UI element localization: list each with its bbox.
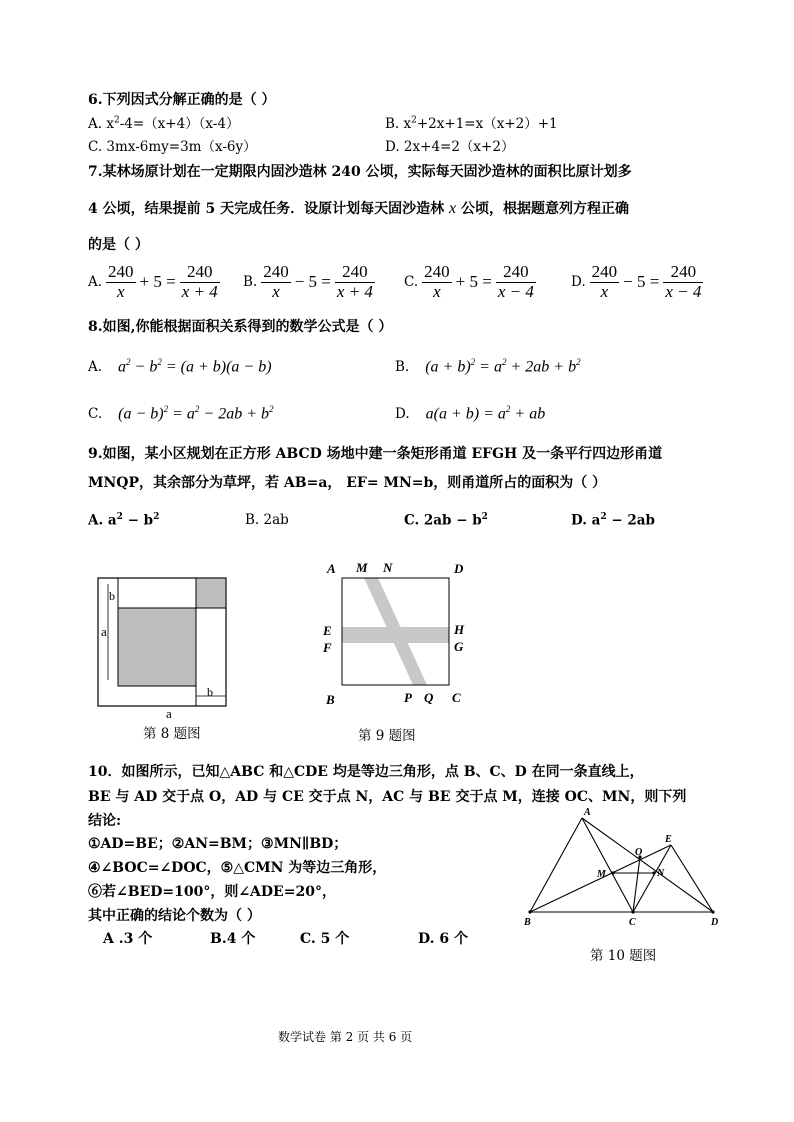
fig9-label-E: E — [323, 623, 332, 638]
q6-a-exp: 2 — [113, 115, 120, 126]
q7-b-frac2: $\frac{240}{x + 4}$ — [336, 262, 373, 301]
q9-option-b: B. 2ab — [245, 512, 289, 528]
q8-d-formula: $a(a + b) = a^2$ + ab — [425, 404, 546, 423]
fig10-label-A: A — [584, 807, 591, 818]
q6-b-label: B. — [385, 116, 400, 132]
q7-c-label: C. — [404, 274, 419, 291]
fig9-label-Q: Q — [424, 690, 434, 705]
q7-option-c — [404, 263, 536, 301]
q7-line1: 7.某林场原计划在一定期限内固沙造林 240 公顷，实际每天固沙造林的面积比原计划多 — [88, 164, 632, 180]
q8-option-c — [88, 404, 273, 423]
fig9-label-N: N — [383, 560, 393, 575]
q7-line3: 的是（ ） — [88, 237, 149, 253]
fig9-label-G: G — [454, 639, 464, 654]
fig8-shaded-small — [196, 578, 226, 608]
fig10-point-M — [611, 871, 614, 874]
q7-b-frac1: $\frac{240}{x}$ — [263, 262, 289, 301]
q9-option-c: C. $2ab - b^2$ — [404, 512, 488, 529]
fig9-label-B: B — [326, 692, 335, 707]
fig8-label-b-br: b — [207, 685, 213, 699]
q7-a-label: A. — [88, 274, 103, 291]
q7-line2-pre: 4 公顷，结果提前 5 天完成任务．设原计划每天固沙造林 — [88, 201, 445, 217]
q9-line2: MNQP，其余部分为草坪，若 AB=a， EF= MN=b，则甬道所占的面积为（ ） — [88, 475, 607, 491]
q9-option-a: A. $a^2 - b^2$ — [88, 512, 160, 529]
q6-option-c: C. 3mx-6my=3m（x-6y） — [88, 139, 257, 155]
fig10-line-AC — [582, 818, 633, 912]
fig10-point-D — [711, 910, 714, 913]
q10-line3: 结论: — [88, 813, 122, 829]
q6-a-rest: -4=（x+4）（x-4） — [119, 116, 240, 132]
fig9-label-M: M — [356, 560, 368, 575]
fig10-label-D: D — [711, 917, 719, 928]
q7-b-op: − 5 = — [294, 272, 331, 292]
q7-b-label: B. — [243, 274, 258, 291]
q7-line2-post: 公顷，根据题意列方程正确 — [460, 201, 629, 217]
fig9-rectangle — [342, 627, 449, 643]
q7-a-frac2: $\frac{240}{x + 4}$ — [181, 262, 218, 301]
q7-c-frac2: $\frac{240}{x - 4}$ — [497, 262, 534, 301]
fig10-line-AD — [582, 818, 713, 912]
q10-option-a: A .3 个 — [103, 931, 153, 947]
q8-option-a — [88, 357, 272, 376]
q7-a-frac1: $\frac{240}{x}$ — [108, 262, 134, 301]
q7-option-b — [243, 263, 375, 301]
fig8-caption: 第 8 题图 — [143, 726, 201, 742]
q7-line2 — [88, 198, 629, 218]
fig9-label-A: A — [327, 561, 336, 576]
q7-a-op: + 5 = — [139, 272, 176, 292]
q8-c-formula: $(a - b)^2 = a^2 - 2ab + b^2$ — [118, 404, 274, 423]
q6-option-b — [385, 112, 558, 132]
q7-var: x — [448, 200, 457, 217]
q10-conclusion-1: ①AD=BE；②AN=BM；③MN∥BD； — [88, 836, 348, 852]
q10-conclusion-2: ④∠BOC=∠DOC，⑤△CMN 为等边三角形， — [88, 860, 387, 876]
fig10-point-B — [528, 910, 531, 913]
q8-b-formula: $(a + b)^2 = a^2 + 2ab + b^2$ — [425, 357, 581, 376]
q7-d-label: D. — [571, 274, 586, 291]
q9-line1: 9.如图，某小区规划在正方形 ABCD 场地中建一条矩形甬道 EFGH 及一条平行四边形甬道 — [88, 446, 663, 462]
fig10-line-BA — [530, 818, 582, 912]
fig10-diagram — [518, 805, 728, 930]
fig10-label-M: M — [597, 869, 606, 880]
q9-option-d: D. $a^2 - 2ab$ — [571, 512, 655, 529]
q7-d-op: − 5 = — [623, 272, 660, 292]
q6-a-lhs: x — [106, 116, 114, 132]
q6-stem: 6.下列因式分解正确的是（ ） — [88, 92, 276, 108]
q8-a-label: A. — [88, 358, 103, 375]
q8-d-label: D. — [395, 405, 410, 422]
fig10-point-N — [652, 871, 655, 874]
q6-option-d: D. 2x+4=2（x+2） — [385, 139, 515, 155]
fig10-label-C: C — [629, 917, 636, 928]
q10-conclusion-3: ⑥若∠BED=100°，则∠ADE=20°， — [88, 884, 336, 900]
q10-option-c: C. 5 个 — [300, 931, 350, 947]
q8-a-formula: $a^2 - b^2 = (a + b)(a - b)$ — [118, 357, 272, 376]
fig9-diagram — [320, 555, 480, 715]
fig8-shaded-big — [118, 608, 196, 686]
q10-option-b: B.4 个 — [210, 931, 256, 947]
q7-c-op: + 5 = — [455, 272, 492, 292]
q10-conclusion-4: 其中正确的结论个数为（ ） — [88, 908, 261, 924]
fig9-label-P: P — [404, 690, 412, 705]
fig9-caption: 第 9 题图 — [358, 728, 416, 744]
fig10-label-N: N — [657, 868, 665, 879]
q8-stem: 8.如图,你能根据面积关系得到的数学公式是（ ） — [88, 319, 393, 335]
q8-option-d — [395, 404, 545, 423]
q7-d-frac1: $\frac{240}{x}$ — [591, 262, 618, 301]
fig10-caption: 第 10 题图 — [590, 948, 657, 964]
q10-option-d: D. 6 个 — [418, 931, 469, 947]
fig10-point-C — [631, 910, 634, 913]
q6-b-exp: 2 — [411, 115, 417, 126]
page-footer: 数学试卷 第 2 页 共 6 页 — [278, 1030, 413, 1044]
fig10-label-B: B — [524, 917, 531, 928]
fig10-label-O: O — [635, 847, 643, 858]
q6-b-rest: +2x+1=x（x+2）+1 — [416, 116, 558, 132]
fig9-label-C: C — [452, 690, 461, 705]
q10-line1: 10．如图所示，已知△ABC 和△CDE 均是等边三角形，点 B、C、D 在同一条直线上， — [88, 764, 644, 780]
fig9-label-F: F — [323, 640, 332, 655]
q6-a-label: A. — [88, 116, 103, 132]
q8-option-b — [395, 357, 581, 376]
q6-option-a — [88, 112, 239, 132]
fig10-label-E: E — [665, 834, 672, 845]
fig9-label-H: H — [454, 622, 465, 637]
fig10-line-OC — [633, 857, 640, 912]
q8-b-label: B. — [395, 358, 410, 375]
fig8-label-a-left: a — [101, 624, 107, 639]
fig8-label-a-bottom: a — [166, 706, 172, 720]
fig8-label-b-top: b — [109, 589, 115, 603]
fig10-line-ED — [671, 845, 713, 912]
q7-option-d — [571, 263, 703, 301]
q7-d-frac2: $\frac{240}{x - 4}$ — [665, 262, 702, 301]
q10-line2: BE 与 AD 交于点 O，AD 与 CE 交于点 N，AC 与 BE 交于点 M，连接 OC、MN，则下列 — [88, 789, 687, 805]
fig8-diagram — [90, 570, 240, 720]
fig9-label-D: D — [454, 561, 464, 576]
q8-c-label: C. — [88, 405, 103, 422]
q6-b-lhs: x — [403, 116, 412, 132]
q7-option-a — [88, 263, 220, 301]
q7-c-frac1: $\frac{240}{x}$ — [424, 262, 450, 301]
